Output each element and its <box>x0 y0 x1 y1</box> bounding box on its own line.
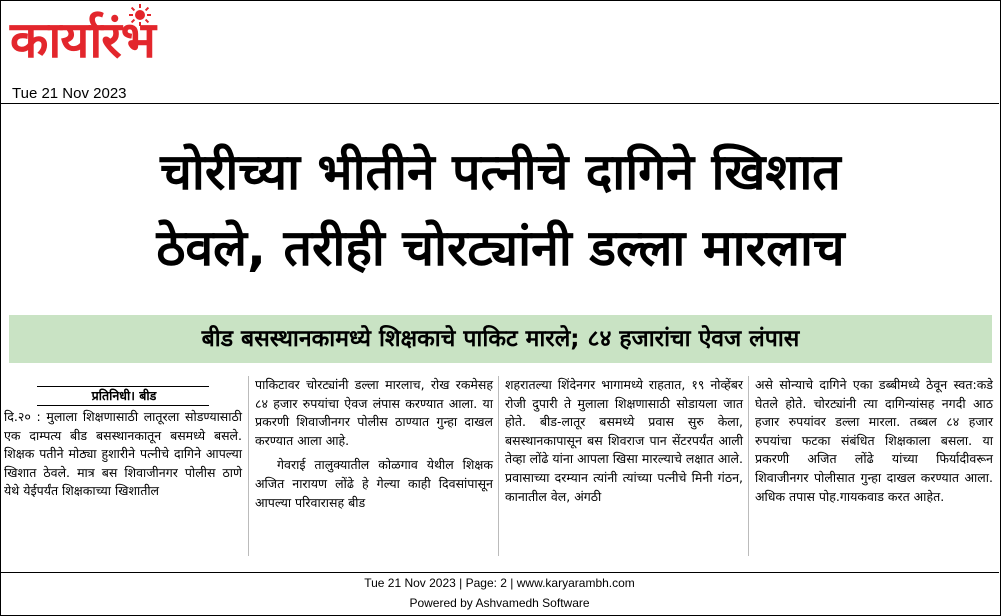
page-footer <box>0 572 999 615</box>
article-column-4 <box>755 376 993 506</box>
byline: प्रतिनिधी। बीड <box>37 386 209 406</box>
article-column-3 <box>505 376 743 506</box>
column-2-paragraph-1: पाकिटावर चोरट्यांनी डल्ला मारलाच, रोख रकमेसह ८४ हजार रुपयांचा ऐवज लंपास करण्यात आला. या प्रकरणी शिवाजीनगर पोलीस ठाण्यात गुन्हा दाखल करण्यात आला आहे. <box>255 377 493 448</box>
column-4-paragraph: असे सोन्याचे दागिने एका डब्बीमध्ये ठेवून स्वत:कडे घेतले होते. चोरट्यांनी त्या दागिन्यांसह नगदी आठ हजार रुपयांवर डल्ला मारला. तब्बल ८४ हजार रुपयांचा फटका संबंधित शिक्षकाला बसला. या प्रकरणी अजित लोंढे यांच्या फिर्यादीवरून शिवाजीनगर पोलीसात गुन्हा दाखल करण्यात आला. अधिक तपास पोह.गायकवाड करत आहेत. <box>755 377 993 504</box>
footer-page-info[interactable]: Tue 21 Nov 2023 | Page: 2 | www.karyarambh.com <box>364 576 635 590</box>
article-body <box>4 376 997 566</box>
column-2-paragraph-2: गेवराई तालुक्यातील कोळगाव येथील शिक्षक अजित नारायण लोंढे हे गेल्या काही दिवसांपासून आपल्या परिवारासह बीड <box>255 457 493 510</box>
masthead <box>0 0 999 104</box>
column-divider <box>748 376 749 556</box>
column-3-paragraph: शहरातल्या शिंदेनगर भागामध्ये राहतात, १९ नोव्हेंबर रोजी दुपारी ते मुलाला शिक्षणासाठी सोडायला जात होते. बीड-लातूर बसमध्ये प्रवास सुरु केला, बसस्थानकापासून बस शिवराज पान सेंटरपर्यंत आली तेव्हा लोंढे यांना आपला खिसा मारल्याचे लक्षात आले. प्रवासाच्या दरम्यान त्यांनी त्यांच्या पत्नीचे मिनी गंठन, कानातील वेल, अंगठी <box>505 377 743 504</box>
karyarambh-logo[interactable] <box>8 6 208 74</box>
subheadline: बीड बसस्थानकामध्ये शिक्षकाचे पाकिट मारले; ८४ हजारांचा ऐवज लंपास <box>9 315 992 363</box>
headline <box>4 134 997 286</box>
article-column-2 <box>255 376 493 512</box>
column-1-paragraph: दि.२० : मुलाला शिक्षणासाठी लातूरला सोडण्यासाठी एक दाम्पत्य बीड बसस्थानकातून बसमध्ये बसले. शिक्षक पतीने मोठ्या हुशारीने पत्नीचे दागिने आपल्या खिशात ठेवले. मात्र बस शिवाजीनगर पोलीस ठाणे येथे येईपर्यंत शिक्षकाच्या खिशातील <box>4 409 242 499</box>
footer-powered-by: Powered by Ashvamedh Software <box>409 596 590 610</box>
article-column-1 <box>4 386 242 501</box>
news-clipping <box>4 106 997 566</box>
column-divider <box>498 376 499 556</box>
headline-line-2: ठेवले, तरीही चोरट्यांनी डल्ला मारलाच <box>156 219 845 277</box>
headline-line-1: चोरीच्या भीतीने पत्नीचे दागिने खिशात <box>160 143 841 201</box>
edition-date: Tue 21 Nov 2023 <box>12 85 127 102</box>
logo-wordmark: कार्यारंभ <box>10 11 155 69</box>
column-divider <box>248 376 249 556</box>
